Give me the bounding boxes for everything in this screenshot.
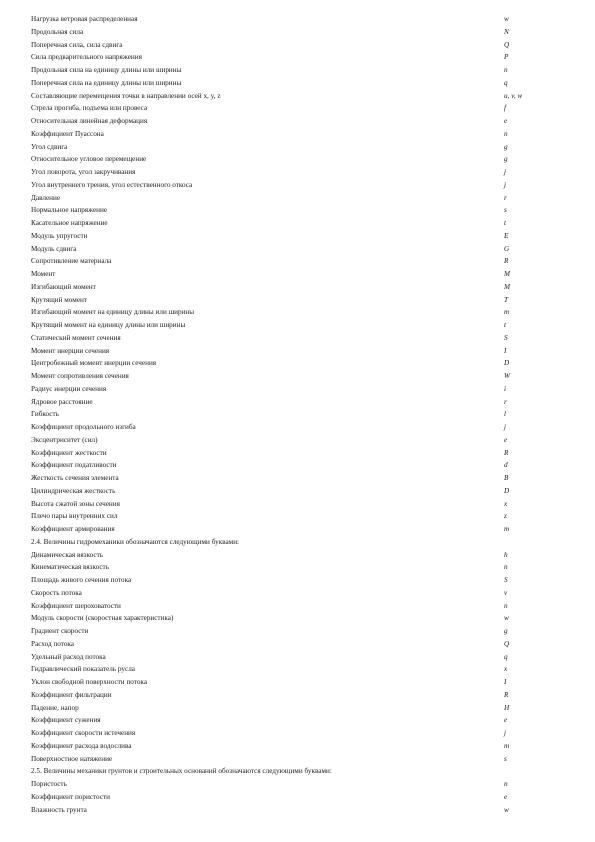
- notation-row: [31, 332, 541, 345]
- quantity-symbol: w: [504, 15, 509, 23]
- quantity-symbol: w: [504, 614, 509, 623]
- quantity-name: Изгибающий момент: [31, 282, 96, 291]
- notation-row: [31, 51, 541, 64]
- quantity-name: Удельный расход потока: [31, 652, 106, 661]
- quantity-name: Крутящий момент на единицу длины или ширины: [31, 321, 186, 329]
- notation-row: [31, 740, 541, 753]
- quantity-name: Коэффициент армирования: [31, 525, 115, 533]
- notation-row: [31, 753, 541, 766]
- quantity-symbol: x: [504, 665, 508, 674]
- notation-row: [31, 217, 541, 230]
- quantity-symbol: z: [504, 512, 507, 521]
- quantity-name: Градиент скорости: [31, 627, 89, 635]
- quantity-name: Сопротивление материала: [31, 257, 112, 266]
- notation-row: [31, 804, 541, 817]
- notation-row: [31, 396, 541, 409]
- notation-row: [31, 408, 541, 421]
- quantity-name: Поверхностное натяжение: [31, 754, 113, 763]
- quantity-symbol: Q: [504, 639, 510, 648]
- quantity-name: Давление: [31, 193, 61, 202]
- quantity-symbol: q: [504, 652, 508, 661]
- quantity-name: Поперечная сила на единицу длины или ширины: [31, 78, 182, 87]
- quantity-symbol: t: [504, 321, 506, 329]
- notation-row: [31, 26, 541, 39]
- quantity-symbol: i: [504, 384, 506, 393]
- quantity-name: Крутящий момент: [31, 295, 87, 304]
- quantity-symbol: j: [504, 729, 506, 737]
- quantity-symbol: W: [504, 372, 510, 380]
- quantity-symbol: R: [504, 257, 509, 266]
- quantity-symbol: j: [504, 168, 506, 176]
- quantity-name: Модуль скорости (скоростная характеристика): [31, 614, 174, 623]
- quantity-symbol: u, v, w: [504, 91, 523, 100]
- quantity-name: Площадь живого сечения потока: [31, 576, 132, 584]
- quantity-name: Сила предварительного напряжения: [31, 53, 142, 62]
- notation-row: [31, 204, 541, 217]
- quantity-name: Изгибающий момент на единицу длины или ширины: [31, 308, 195, 317]
- notation-row: [31, 357, 541, 370]
- quantity-symbol: s: [504, 754, 507, 763]
- section-heading-text: 2.5. Величины механики грунтов и строительных оснований обозначаются следующими буквами:: [31, 767, 332, 776]
- quantity-symbol: r: [504, 193, 507, 202]
- quantity-name: Момент сопротивления сечения: [31, 372, 129, 380]
- quantity-name: Продольная сила на единицу длины или ширины: [31, 66, 182, 74]
- quantity-name: Уклон свободной поверхности потока: [31, 678, 148, 686]
- quantity-name: Эксцентриситет (сил): [31, 435, 98, 444]
- quantity-symbol: B: [504, 474, 509, 482]
- notation-row: [31, 268, 541, 281]
- quantity-symbol: e: [504, 435, 508, 444]
- notation-row: [31, 115, 541, 128]
- quantity-symbol: T: [504, 295, 508, 304]
- quantity-symbol: e: [504, 792, 508, 801]
- notation-row: [31, 39, 541, 52]
- notation-row: [31, 587, 541, 600]
- notation-row: [31, 549, 541, 562]
- quantity-symbol: n: [504, 66, 508, 74]
- notation-row: [31, 510, 541, 523]
- notation-row: [31, 230, 541, 243]
- quantity-name: Пористость: [31, 780, 67, 788]
- quantity-name: Нагрузка ветровая распределенная: [31, 15, 138, 23]
- notation-row: [31, 166, 541, 179]
- notation-row: [31, 676, 541, 689]
- quantity-symbol: D: [504, 486, 510, 495]
- quantity-name: Продольная сила: [31, 27, 84, 36]
- notation-row: [31, 638, 541, 651]
- notation-row: [31, 651, 541, 664]
- quantity-name: Составляющие перемещения точки в направлении осей x, y, z: [31, 91, 221, 100]
- quantity-symbol: m: [504, 525, 510, 533]
- quantity-symbol: v: [504, 588, 508, 597]
- quantity-name: Центробежный момент инерции сечения: [31, 359, 157, 368]
- quantity-name: Модуль сдвига: [31, 244, 77, 253]
- quantity-name: Гидравлический показатель русла: [31, 665, 135, 674]
- notation-row: [31, 574, 541, 587]
- notation-row: [31, 485, 541, 498]
- quantity-symbol: g: [504, 155, 508, 164]
- notation-row: [31, 498, 541, 511]
- notation-row: [31, 447, 541, 460]
- notation-row: [31, 434, 541, 447]
- quantity-symbol: n: [504, 601, 508, 610]
- quantity-name: Коэффициент податливости: [31, 461, 117, 470]
- quantity-name: Радиус инерции сечения: [31, 384, 107, 393]
- notation-row: [31, 561, 541, 574]
- quantity-symbol: e: [504, 716, 508, 725]
- quantity-name: Угол сдвига: [31, 142, 68, 151]
- notation-row: [31, 625, 541, 638]
- quantity-name: Скорость потока: [31, 588, 82, 597]
- quantity-name: Расход потока: [31, 639, 75, 648]
- quantity-name: Статический момент сечения: [31, 333, 121, 342]
- notation-row: [31, 141, 541, 154]
- quantity-name: Коэффициент шероховатости: [31, 601, 121, 610]
- notation-row: [31, 294, 541, 307]
- quantity-symbol: m: [504, 741, 510, 750]
- quantity-name: Угол поворота, угол закручивания: [31, 168, 136, 176]
- quantity-symbol: x: [504, 499, 508, 508]
- notation-row: [31, 281, 541, 294]
- quantity-symbol: g: [504, 142, 508, 151]
- quantity-symbol: t: [504, 219, 506, 227]
- quantity-name: Ядровое расстояние: [31, 397, 93, 406]
- quantity-name: Коэффициент сужения: [31, 716, 101, 725]
- notation-row: [31, 90, 541, 103]
- quantity-name: Высота сжатой зоны сечения: [31, 499, 120, 508]
- quantity-symbol: f: [504, 104, 506, 113]
- quantity-symbol: n: [504, 563, 508, 572]
- quantity-symbol: d: [504, 461, 508, 470]
- quantity-symbol: j: [504, 180, 506, 189]
- notation-row: [31, 306, 541, 319]
- notation-row: [31, 192, 541, 205]
- quantity-name: Угол внутреннего трения, угол естественного откоса: [31, 180, 193, 189]
- quantity-name: Гибкость: [31, 410, 59, 419]
- quantity-symbol: q: [504, 78, 508, 87]
- notation-row: [31, 319, 541, 332]
- quantity-name: Поперечная сила, сила сдвига: [31, 40, 123, 49]
- quantity-name: Жесткость сечения элемента: [31, 474, 119, 482]
- notation-row: [31, 128, 541, 141]
- quantity-name: Модуль упругости: [31, 231, 88, 240]
- notation-row: [31, 689, 541, 702]
- notation-row: [31, 383, 541, 396]
- notation-row: [31, 179, 541, 192]
- notation-row: [31, 421, 541, 434]
- notation-row: [31, 243, 541, 256]
- quantity-symbol: M: [504, 282, 510, 291]
- quantity-name: Плечо пары внутренних сил: [31, 512, 118, 521]
- quantity-symbol: P: [504, 53, 509, 62]
- quantity-symbol: Q: [504, 40, 510, 49]
- quantity-symbol: S: [504, 576, 508, 584]
- notation-row: [31, 459, 541, 472]
- quantity-name: Динамическая вязкость: [31, 550, 103, 559]
- notation-row: [31, 600, 541, 613]
- quantity-name: Момент: [31, 270, 56, 278]
- notation-row: [31, 255, 541, 268]
- quantity-symbol: j: [504, 423, 506, 431]
- quantity-name: Относительная линейная деформация: [31, 117, 148, 125]
- quantity-symbol: g: [504, 627, 508, 635]
- quantity-name: Момент инерции сечения: [31, 346, 110, 355]
- notation-list: [31, 13, 541, 816]
- notation-row: [31, 13, 541, 26]
- quantity-name: Коэффициент скорости истечения: [31, 729, 136, 737]
- quantity-name: Коэффициент жесткости: [31, 448, 107, 457]
- quantity-name: Касательное напряжение: [31, 219, 108, 227]
- notation-row: [31, 345, 541, 358]
- notation-row: [31, 714, 541, 727]
- notation-row: [31, 778, 541, 791]
- section-heading-text: 2.4. Величины гидромеханики обозначаются следующими буквами:: [31, 537, 240, 546]
- notation-row: [31, 153, 541, 166]
- quantity-symbol: n: [504, 780, 508, 788]
- quantity-symbol: E: [504, 231, 509, 240]
- section-heading: [31, 765, 541, 778]
- quantity-name: Коэффициент пористости: [31, 792, 111, 801]
- section-heading: [31, 536, 541, 549]
- quantity-name: Влажность грунта: [31, 805, 87, 814]
- quantity-symbol: M: [504, 270, 510, 278]
- quantity-symbol: S: [504, 333, 508, 342]
- notation-row: [31, 612, 541, 625]
- quantity-symbol: l: [504, 410, 506, 419]
- notation-row: [31, 523, 541, 536]
- quantity-symbol: n: [504, 129, 508, 138]
- notation-row: [31, 77, 541, 90]
- quantity-name: Цилиндрическая жесткость: [31, 486, 116, 495]
- quantity-symbol: G: [504, 244, 510, 253]
- notation-row: [31, 791, 541, 804]
- notation-row: [31, 727, 541, 740]
- notation-row: [31, 663, 541, 676]
- quantity-name: Коэффициент Пуассона: [31, 129, 104, 138]
- quantity-symbol: R: [504, 448, 509, 457]
- quantity-symbol: I: [504, 346, 507, 355]
- quantity-name: Падение, напор: [31, 703, 79, 712]
- quantity-name: Коэффициент расхода водослива: [31, 741, 132, 750]
- quantity-symbol: H: [504, 703, 510, 712]
- quantity-name: Относительное угловое перемещение: [31, 155, 147, 164]
- notation-row: [31, 702, 541, 715]
- quantity-symbol: r: [504, 397, 507, 406]
- quantity-symbol: R: [504, 690, 509, 699]
- notation-row: [31, 102, 541, 115]
- quantity-symbol: h: [504, 550, 508, 559]
- quantity-symbol: w: [504, 805, 509, 814]
- quantity-name: Коэффициент продольного изгиба: [31, 423, 136, 431]
- quantity-symbol: s: [504, 206, 507, 215]
- quantity-name: Нормальное напряжение: [31, 206, 108, 215]
- notation-row: [31, 370, 541, 383]
- notation-row: [31, 472, 541, 485]
- quantity-name: Коэффициент фильтрации: [31, 690, 112, 699]
- quantity-symbol: D: [504, 359, 510, 368]
- quantity-name: Стрела прогиба, подъема или провеса: [31, 104, 148, 113]
- quantity-symbol: N: [504, 27, 509, 36]
- quantity-symbol: m: [504, 308, 510, 317]
- quantity-symbol: e: [504, 117, 508, 125]
- quantity-name: Кинематическая вязкость: [31, 563, 109, 572]
- quantity-symbol: I: [504, 678, 507, 686]
- notation-row: [31, 64, 541, 77]
